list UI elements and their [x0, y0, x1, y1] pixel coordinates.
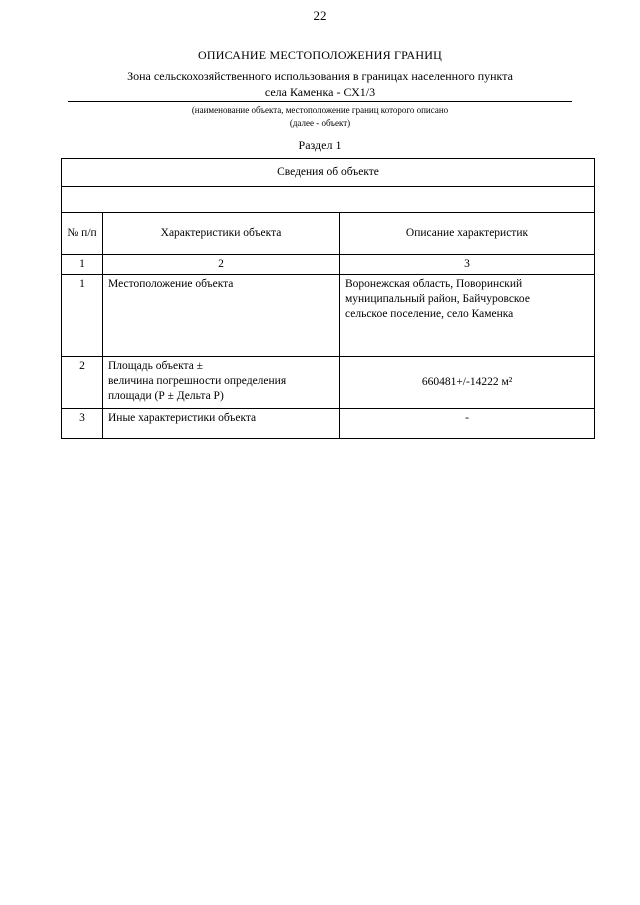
- characteristic-line: площади (Р ± Дельта Р): [108, 390, 224, 402]
- table-row: [62, 275, 595, 357]
- characteristic-line: Площадь объекта ±: [108, 360, 203, 372]
- header-description: Описание характеристик: [340, 213, 595, 255]
- description-line: Воронежская область, Поворинский: [345, 278, 523, 290]
- row-description: [340, 275, 595, 357]
- characteristic-line: величина погрешности определения: [108, 375, 287, 387]
- table-empty-row: [62, 187, 595, 213]
- row-characteristic: Местоположение объекта: [103, 275, 340, 357]
- caption-line-1: (наименование объекта, местоположение границ которого описано: [191, 105, 449, 115]
- index-cell: 2: [103, 255, 340, 275]
- object-caption: [0, 104, 640, 130]
- index-cell: 3: [340, 255, 595, 275]
- table-caption: Сведения об объекте: [62, 159, 595, 187]
- row-description: -: [340, 409, 595, 439]
- description-line: сельское поселение, село Каменка: [345, 308, 514, 320]
- caption-line-2: (далее - объект): [289, 118, 351, 128]
- subtitle-line-2: села Каменка - СХ1/3: [264, 85, 376, 99]
- object-info-table: [61, 158, 595, 439]
- row-num: 1: [62, 275, 103, 357]
- table-row: [62, 409, 595, 439]
- table-row: [62, 357, 595, 409]
- subtitle-line-1: Зона сельскохозяйственного использования в границах населенного пункта: [127, 69, 513, 83]
- row-characteristic: [103, 357, 340, 409]
- row-num: 2: [62, 357, 103, 409]
- header-characteristic: Характеристики объекта: [103, 213, 340, 255]
- page-number: 22: [313, 8, 327, 23]
- description-line: муниципальный район, Байчуровское: [345, 293, 530, 305]
- row-characteristic: Иные характеристики объекта: [103, 409, 340, 439]
- index-cell: 1: [62, 255, 103, 275]
- header-num: № п/п: [62, 213, 103, 255]
- subtitle-underline: [68, 101, 572, 102]
- document-title: ОПИСАНИЕ МЕСТОПОЛОЖЕНИЯ ГРАНИЦ: [198, 48, 442, 62]
- document-subtitle: [0, 68, 640, 100]
- row-num: 3: [62, 409, 103, 439]
- row-description: 660481+/-14222 м²: [340, 357, 595, 409]
- section-title: Раздел 1: [298, 138, 342, 152]
